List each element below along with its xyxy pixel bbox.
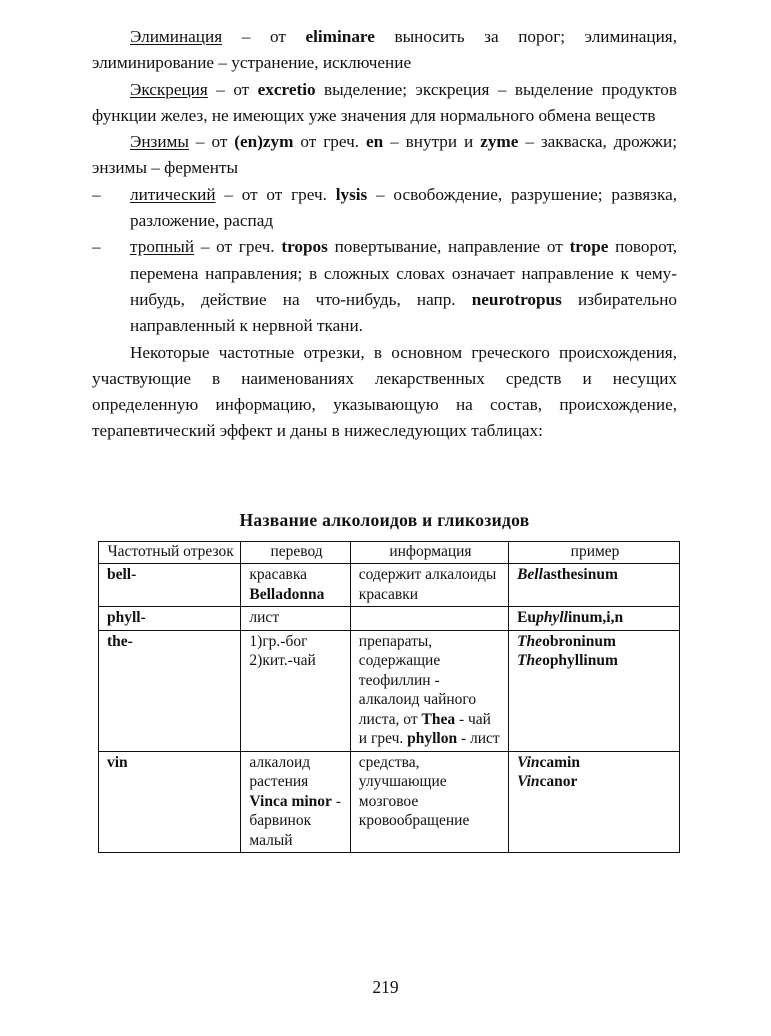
- term-enzymes: Энзимы: [130, 132, 189, 152]
- cell-information: [350, 630, 508, 751]
- table-row: [99, 751, 680, 853]
- example-segment: Vin: [517, 753, 540, 771]
- segment-text: vin: [107, 753, 128, 771]
- example-segment: phyll: [536, 609, 568, 626]
- example-segment: The: [517, 652, 543, 669]
- paragraph-intro: Некоторые частотные отрезки, в основном греческого происхождения, участвующие в наименованиях лекарственных средств и несущих определенную информацию, указывающую на состав, происхождение, терапевтический эффект и даны в нижеследующих таблицах:: [92, 342, 677, 441]
- table-row: [99, 564, 680, 607]
- header-information: информация: [350, 542, 508, 564]
- cell-translation: [241, 751, 350, 853]
- latin-term: (en)zym: [234, 132, 294, 152]
- list-item-tropic: [92, 234, 677, 339]
- translation-latin: Belladonna: [249, 585, 325, 603]
- example-segment: The: [517, 632, 543, 650]
- paragraph-enzymes: [92, 129, 677, 182]
- info-text: - лист: [457, 730, 500, 747]
- text-run: – от от греч.: [215, 184, 336, 204]
- cell-translation: лист: [241, 607, 350, 631]
- example-segment: Vin: [517, 773, 540, 790]
- table-row: [99, 630, 680, 751]
- header-example: пример: [509, 542, 680, 564]
- text-run: от греч.: [293, 132, 366, 152]
- latin-term: neurotropus: [471, 289, 562, 309]
- body-text: [92, 24, 677, 445]
- text-run: – от: [188, 132, 235, 152]
- latin-term: excretio: [257, 79, 316, 99]
- cell-example: [509, 564, 680, 607]
- list-item-lytic: [92, 182, 677, 235]
- segment-text: bell-: [107, 566, 137, 583]
- cell-translation: [241, 630, 350, 751]
- text-run: – освобождение, разрушение; развязка, разложение, распад: [130, 184, 677, 231]
- example-rest: Eu: [517, 609, 537, 626]
- translation-text: алкалоид растения: [249, 753, 311, 790]
- term-tropic: тропный: [130, 237, 195, 257]
- translation-latin: Vinca minor: [249, 792, 332, 810]
- example-rest: canor: [539, 773, 578, 790]
- segment-text: the-: [107, 632, 133, 650]
- example-rest: asthesinum: [542, 566, 618, 583]
- cell-example: [509, 751, 680, 853]
- cell-segment: [99, 564, 241, 607]
- header-segment: Частотный отрезок: [99, 542, 241, 564]
- translation-text: 1)гр.-бог: [249, 632, 308, 650]
- example-segment: Bell: [517, 566, 543, 583]
- term-excretion: Экскреция: [130, 79, 208, 99]
- cell-segment: [99, 751, 241, 853]
- paragraph-elimination: [92, 24, 677, 77]
- segments-table: [98, 541, 680, 853]
- latin-term: eliminare: [305, 27, 375, 46]
- page-number: 219: [372, 977, 399, 997]
- text-run: поворот, перемена направления; в сложных словах означает направление к чему-нибудь, действие на что-нибудь, напр.: [130, 237, 678, 309]
- table-header-row: [99, 542, 680, 564]
- info-latin: phyllon: [407, 730, 458, 747]
- dash-marker: –: [92, 184, 101, 204]
- dash-marker: –: [92, 237, 101, 257]
- text-run: повертывание, направление от: [327, 237, 570, 257]
- info-text: препараты, содержащие теофиллин - алкалоид чайного листа, от: [358, 632, 477, 728]
- info-latin: Thea: [421, 710, 456, 728]
- term-lytic: литический: [130, 184, 216, 204]
- cell-example: [509, 607, 680, 631]
- cell-example: [509, 630, 680, 751]
- greek-term: tropos: [281, 237, 328, 257]
- header-translation: перевод: [241, 542, 350, 564]
- text-run: выносить за порог; элиминация, элиминирование – устранение, исключение: [92, 27, 677, 73]
- translation-text: 2)кит.-чай: [249, 652, 316, 669]
- text-run: – от греч.: [194, 237, 282, 257]
- table-row: [99, 607, 680, 631]
- paragraph-excretion: [92, 77, 677, 130]
- text-run: – внутри и: [383, 132, 481, 152]
- info-text: - чай и греч.: [358, 710, 491, 747]
- text-run: выделение; экскреция – выделение продуктов функции желез, не имеющих уже значения для нормального обмена веществ: [92, 79, 677, 125]
- cell-information: [350, 607, 508, 631]
- text-run: избирательно направленный к нервной ткани.: [130, 289, 677, 336]
- cell-segment: [99, 630, 241, 751]
- cell-information: средства, улучшающие мозговое кровообращение: [350, 751, 508, 853]
- text-run: – от: [207, 79, 258, 99]
- example-rest: inum,i,n: [567, 609, 624, 626]
- cell-information: содержит алкалоиды красавки: [350, 564, 508, 607]
- example-rest: ophyllinum: [542, 652, 618, 669]
- table-title: Название алколоидов и гликозидов: [239, 510, 530, 530]
- greek-term: en: [366, 132, 384, 152]
- example-rest: camin: [539, 753, 580, 771]
- greek-term: zyme: [480, 132, 519, 152]
- cell-segment: [99, 607, 241, 631]
- translation-text: красавка: [249, 566, 308, 583]
- text-run: – от: [222, 27, 306, 46]
- term-elimination: Элиминация: [130, 27, 223, 46]
- cell-translation: [241, 564, 350, 607]
- segment-text: phyll-: [107, 609, 146, 626]
- greek-term: trope: [569, 237, 609, 257]
- translation-text: - барвинок малый: [249, 792, 341, 849]
- greek-term: lysis: [335, 184, 368, 204]
- text-run: – закваска, дрожжи; энзимы – ферменты: [92, 132, 677, 178]
- example-rest: obroninum: [542, 632, 616, 650]
